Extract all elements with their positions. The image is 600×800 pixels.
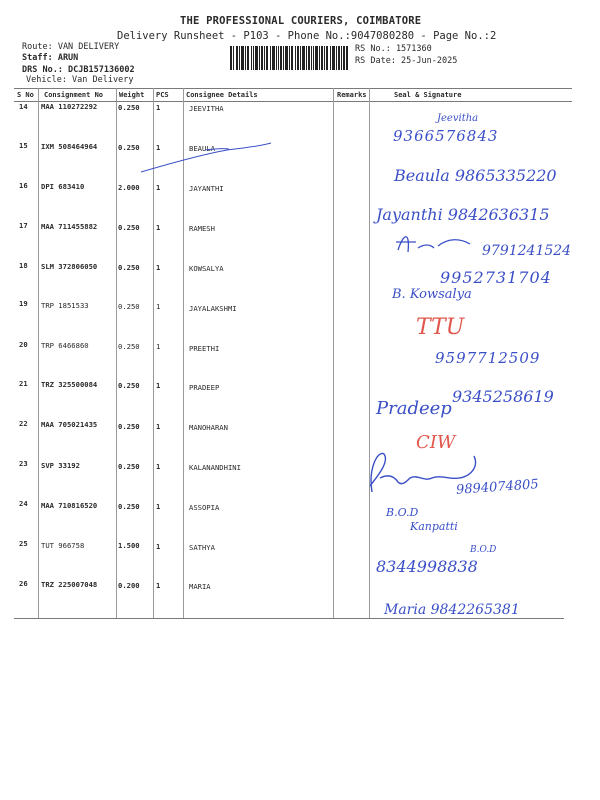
row-weight: 0.250 bbox=[118, 342, 140, 351]
row-weight: 0.250 bbox=[118, 223, 140, 232]
row-consignee: KALANANDHINI bbox=[189, 463, 241, 472]
handwritten-phone: 9597712509 bbox=[435, 349, 541, 367]
column-divider bbox=[333, 88, 334, 618]
row-sno: 17 bbox=[19, 221, 28, 230]
handwritten-signature: Beaula 9865335220 bbox=[394, 166, 557, 185]
column-header-weight: Weight bbox=[119, 91, 145, 99]
row-consignee: JEEVITHA bbox=[189, 104, 224, 113]
handwritten-signature: Maria 9842265381 bbox=[384, 602, 520, 618]
row-consignment: SLM 372806050 bbox=[41, 262, 98, 271]
row-weight: 0.250 bbox=[118, 381, 140, 390]
row-pcs: 1 bbox=[156, 302, 161, 311]
row-sno: 18 bbox=[19, 261, 28, 270]
row-sno: 26 bbox=[19, 579, 28, 588]
row-consignment: TRP 6466860 bbox=[41, 341, 89, 350]
handwritten-name: Jeevitha bbox=[437, 113, 479, 124]
table-top-rule bbox=[14, 88, 572, 89]
column-divider bbox=[38, 88, 39, 618]
row-pcs: 1 bbox=[156, 462, 161, 471]
table-header-rule bbox=[14, 101, 572, 102]
column-divider bbox=[369, 88, 370, 618]
handwritten-signature: 8344998838 bbox=[376, 557, 478, 576]
row-consignment: TUT 966758 bbox=[41, 541, 85, 550]
column-header-remarks: Remarks bbox=[337, 91, 367, 99]
row-consignment: IXM 508464964 bbox=[41, 142, 98, 151]
pen-stroke-row15 bbox=[135, 140, 275, 176]
staff-label: Staff: ARUN bbox=[22, 53, 79, 63]
drs-number: DRS No.: DCJB157136002 bbox=[22, 65, 135, 75]
handwritten-phone: 9952731704 bbox=[440, 268, 552, 287]
row-weight: 0.250 bbox=[118, 462, 140, 471]
row-consignment: MAA 705021435 bbox=[41, 420, 98, 429]
row-consignee: MARIA bbox=[189, 582, 211, 591]
row-sno: 24 bbox=[19, 499, 28, 508]
row-consignee: PRADEEP bbox=[189, 383, 220, 392]
row-pcs: 1 bbox=[156, 263, 161, 272]
row-pcs: 1 bbox=[156, 381, 161, 390]
row-consignment: TRZ 225007048 bbox=[41, 580, 98, 589]
handwritten-note: B.O.D bbox=[470, 545, 497, 555]
row-sno: 21 bbox=[19, 379, 28, 388]
row-sno: 19 bbox=[19, 299, 28, 308]
handwritten-name: Pradeep bbox=[376, 398, 452, 419]
row-consignment: MAA 710816520 bbox=[41, 501, 98, 510]
route-label: Route: VAN DELIVERY bbox=[22, 42, 120, 52]
row-consignee: JAYANTHI bbox=[189, 184, 224, 193]
row-pcs: 1 bbox=[156, 502, 161, 511]
row-weight: 0.250 bbox=[118, 302, 140, 311]
row-sno: 22 bbox=[19, 419, 28, 428]
row-consignee: BEAULA bbox=[189, 144, 215, 153]
handwritten-mark: CIW bbox=[416, 432, 456, 453]
column-header-consignee: Consignee Details bbox=[186, 91, 258, 99]
row-weight: 0.250 bbox=[118, 143, 140, 152]
handwritten-note: Kanpatti bbox=[410, 520, 458, 533]
runsheet-subtitle: Delivery Runsheet - P103 - Phone No.:9047080280 - Page No.:2 bbox=[117, 30, 497, 42]
row-weight: 0.250 bbox=[118, 103, 140, 112]
row-weight: 1.500 bbox=[118, 541, 140, 550]
handwritten-note: B.O.D bbox=[386, 506, 419, 519]
row-consignee: ASSOPIA bbox=[189, 503, 220, 512]
row-weight: 0.250 bbox=[118, 422, 140, 431]
row-pcs: 1 bbox=[156, 422, 161, 431]
handwritten-phone: 9366576843 bbox=[393, 127, 499, 145]
company-title: THE PROFESSIONAL COURIERS, COIMBATORE bbox=[180, 15, 422, 27]
row-consignment: TRZ 325500084 bbox=[41, 380, 98, 389]
row-consignee: MANOHARAN bbox=[189, 423, 228, 432]
row-weight: 0.250 bbox=[118, 502, 140, 511]
rs-date: RS Date: 25-Jun-2025 bbox=[355, 56, 458, 66]
row-sno: 23 bbox=[19, 459, 28, 468]
row-sno: 14 bbox=[19, 102, 28, 111]
row-weight: 2.000 bbox=[118, 183, 140, 192]
column-header-consignment: Consignment No bbox=[44, 91, 104, 99]
column-header-pcs: PCS bbox=[156, 91, 169, 99]
handwritten-mark: TTU bbox=[416, 315, 465, 340]
column-divider bbox=[116, 88, 117, 618]
row-pcs: 1 bbox=[156, 183, 161, 192]
row-consignment: SVP 33192 bbox=[41, 461, 80, 470]
row-consignment: MAA 711455882 bbox=[41, 222, 98, 231]
vehicle-label: Vehicle: Van Delivery bbox=[26, 75, 134, 85]
column-header-sno: S No bbox=[17, 91, 34, 99]
row-weight: 0.250 bbox=[118, 263, 140, 272]
rs-number: RS No.: 1571360 bbox=[355, 44, 432, 54]
table-bottom-rule bbox=[14, 618, 564, 619]
row-sno: 15 bbox=[19, 141, 28, 150]
row-sno: 20 bbox=[19, 340, 28, 349]
row-sno: 16 bbox=[19, 181, 28, 190]
row-consignment: MAA 110272292 bbox=[41, 102, 98, 111]
handwritten-phone: 9345258619 bbox=[452, 387, 554, 406]
handwritten-phone: 9791241524 bbox=[482, 243, 572, 259]
handwritten-name: B. Kowsalya bbox=[392, 287, 472, 302]
row-consignment: TRP 1851533 bbox=[41, 301, 89, 310]
signature-scribble-row17 bbox=[394, 228, 474, 258]
row-consignee: KOWSALYA bbox=[189, 264, 224, 273]
handwritten-phone: 9894074805 bbox=[455, 477, 540, 498]
row-pcs: 1 bbox=[156, 223, 161, 232]
barcode-graphic bbox=[230, 46, 348, 70]
row-consignee: JAYALAKSHMI bbox=[189, 304, 237, 313]
row-pcs: 1 bbox=[156, 103, 161, 112]
row-pcs: 1 bbox=[156, 542, 161, 551]
row-pcs: 1 bbox=[156, 342, 161, 351]
row-consignee: PREETHI bbox=[189, 344, 220, 353]
row-pcs: 1 bbox=[156, 581, 161, 590]
column-header-signature: Seal & Signature bbox=[394, 91, 462, 99]
row-consignee: RAMESH bbox=[189, 224, 215, 233]
row-pcs: 1 bbox=[156, 143, 161, 152]
row-consignment: DPI 683410 bbox=[41, 182, 85, 191]
row-sno: 25 bbox=[19, 539, 28, 548]
row-consignee: SATHYA bbox=[189, 543, 215, 552]
handwritten-signature: Jayanthi 9842636315 bbox=[376, 205, 550, 224]
row-weight: 0.200 bbox=[118, 581, 140, 590]
